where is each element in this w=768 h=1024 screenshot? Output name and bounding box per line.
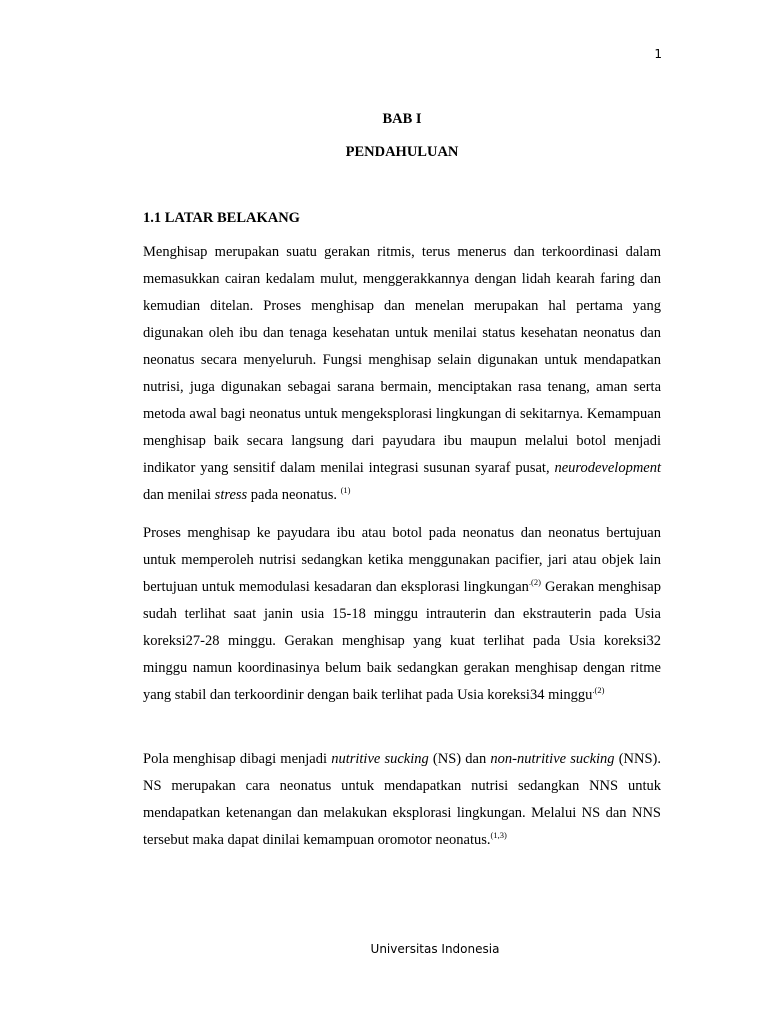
citation-ref: .(2) (592, 685, 605, 695)
paragraph-2-text-a: Proses menghisap ke payudara ibu atau botol pada neonatus dan neonatus bertujuan untuk memperoleh nutrisi sedangkan ketika menggunakan pacifier, jari atau objek lain bertujuan untuk memodulasi kesadaran dan eksplorasi lingkungan (143, 525, 661, 595)
paragraph-3-italic-nutritive-sucking: nutritive sucking (331, 751, 429, 767)
paragraph-1-text-b: dan menilai (143, 487, 215, 503)
citation-ref: (1) (340, 485, 351, 495)
citation-ref: (1,3) (490, 830, 507, 840)
paragraph-1-italic-neurodevelopment: neurodevelopment (554, 460, 661, 476)
paragraph-3-text-b: (NS) dan (428, 751, 491, 767)
paragraph-1-text-c: pada neonatus. (247, 487, 341, 503)
chapter-label: BAB I (382, 111, 422, 127)
paragraph-3-text-a: Pola menghisap dibagi menjadi (143, 751, 332, 767)
paragraph-3-text-c: (NNS). NS merupakan cara neonatus untuk mendapatkan nutrisi sedangkan NNS untuk mendapatkan ketenangan dan melakukan eksplorasi lingkungan. Melalui NS dan NNS tersebut maka dapat dinilai kemampuan oromotor neonatus. (143, 751, 661, 848)
chapter-title: PENDAHULUAN (345, 144, 459, 160)
page-footer: Universitas Indonesia (370, 942, 500, 956)
paragraph-2 (143, 520, 661, 709)
page-number: 1 (654, 47, 662, 61)
paragraph-1 (143, 239, 661, 509)
paragraph-2-text-b: Gerakan menghisap sudah terlihat saat janin usia 15-18 minggu intrauterin dan ekstrauterin pada Usia koreksi27-28 minggu. Gerakan menghisap yang kuat terlihat pada Usia koreksi32 minggu namun koordinasinya belum baik sedangkan gerakan menghisap dengan ritme yang stabil dan terkoordinir dengan baik terlihat pada Usia koreksi34 minggu (143, 579, 661, 703)
paragraph-3 (143, 746, 661, 854)
paragraph-1-text-a: Menghisap merupakan suatu gerakan ritmis, terus menerus dan terkoordinasi dalam memasukkan cairan kedalam mulut, menggerakkannya dengan lidah kearah faring dan kemudian ditelan. Proses menghisap dan menelan merupakan hal pertama yang digunakan oleh ibu dan tenaga kesehatan untuk menilai status kesehatan neonatus dan neonatus secara menyeluruh. Fungsi menghisap selain digunakan untuk mendapatkan nutrisi, juga digunakan sebagai sarana bermain, menciptakan rasa tenang, aman serta metoda awal bagi neonatus untuk mengeksplorasi lingkungan di sekitarnya. Kemampuan menghisap baik secara langsung dari payudara ibu maupun melalui botol menjadi indikator yang sensitif dalam menilai integrasi susunan syaraf pusat, (143, 244, 661, 476)
paragraph-3-italic-non-nutritive-sucking: non-nutritive sucking (490, 751, 615, 767)
citation-ref: .(2) (528, 577, 541, 587)
section-heading: 1.1 LATAR BELAKANG (143, 210, 300, 226)
paragraph-1-italic-stress: stress (214, 487, 248, 503)
